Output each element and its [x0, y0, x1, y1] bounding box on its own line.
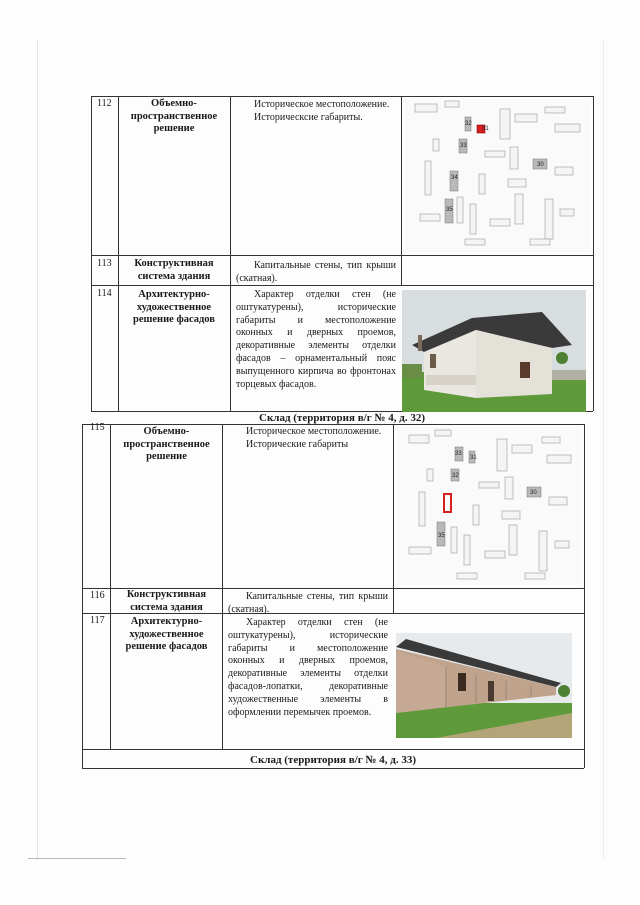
map-label: 31 [482, 126, 489, 132]
building-photo [396, 633, 572, 738]
description-line: Капитальные стены, тип крыши (скатная). [228, 591, 388, 615]
map-label: 33 [460, 143, 467, 149]
feature-description [228, 591, 388, 617]
row-number: 116 [90, 590, 105, 601]
map-label: 35 [446, 207, 453, 213]
map-label: 33 [455, 451, 462, 457]
feature-description [236, 289, 396, 391]
map-label: 34 [451, 175, 458, 181]
row-number: 113 [97, 258, 112, 269]
feature-description [236, 260, 396, 286]
row-number: 112 [97, 98, 112, 109]
description-line: Характер отделки стен (не оштукатурены), исторические габариты и местоположение оконных и дверных проемов, декоративные элементы отделки фасадов – орнаментальный пояс выпущенного кирпича во фронтонах торцевых фасадов. [236, 289, 396, 390]
row-number: 115 [90, 422, 105, 433]
description-line: Историческое местоположение. [246, 426, 382, 437]
map-label: 35 [438, 533, 445, 539]
description-line: Исторические габариты [246, 438, 349, 450]
section-caption: Склад (территория в/г № 4, д. 32) [259, 412, 425, 424]
description-line: Характер отделки стен (не оштукатурены), исторические габариты и местоположение оконных и дверных проемов, декоративные элементы отделки фасадов-лопатки, декоративные художественные элементы в оформлении перемычек проемов. [228, 617, 388, 718]
feature-name: Архитектурно-художественное решение фасадов [125, 616, 208, 652]
scan-edge [603, 40, 604, 860]
feature-description [228, 426, 388, 452]
feature-name: Объемно-пространственное решение [130, 98, 218, 134]
row-number: 114 [97, 288, 112, 299]
description-line: Капитальные стены, тип крыши (скатная). [236, 260, 396, 284]
section-caption: Склад (территория в/г № 4, д. 33) [250, 754, 416, 766]
feature-description [228, 617, 388, 719]
building-photo [402, 290, 586, 412]
feature-name: Архитектурно-художественное решение фасадов [133, 289, 215, 325]
map-label: 30 [537, 162, 544, 168]
feature-description [236, 99, 396, 125]
feature-name: Конструктивная система здания [134, 258, 214, 282]
description-line: Историческое местоположение. [254, 99, 390, 110]
map-label: 32 [465, 121, 472, 127]
feature-name: Конструктивная система здания [126, 589, 207, 613]
map-label: 30 [530, 490, 537, 496]
site-plan-map [397, 427, 581, 585]
scan-artifact-line [28, 858, 126, 859]
feature-name: Объемно-пространственное решение [123, 426, 210, 462]
scan-edge [37, 40, 38, 860]
site-plan-map [405, 99, 590, 252]
map-label: 32 [452, 473, 459, 479]
row-number: 117 [90, 615, 105, 626]
description-line: Историческсие габариты. [254, 111, 363, 123]
map-label: 31 [470, 455, 477, 461]
